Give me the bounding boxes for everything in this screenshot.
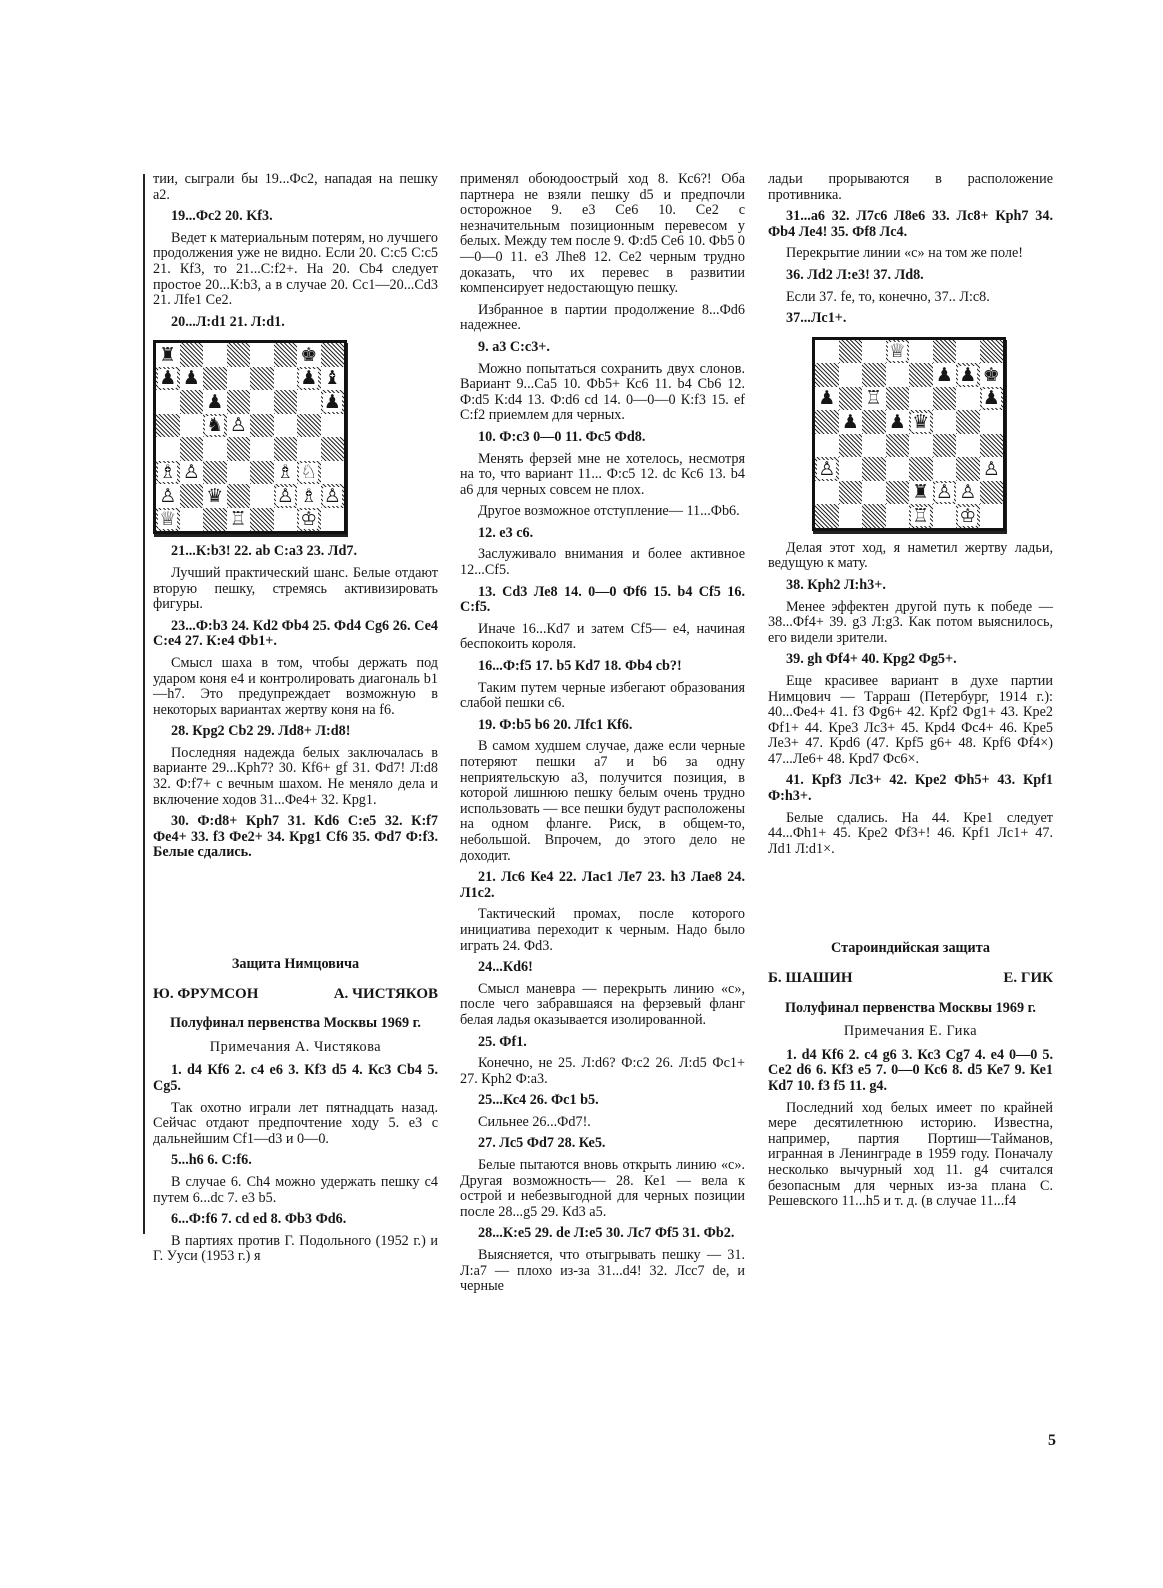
black-pawn-icon: ♟ [935, 363, 953, 386]
board-square [815, 340, 839, 364]
white-pawn-icon: ♙ [229, 414, 247, 437]
board-square [227, 437, 251, 461]
white-rook-icon: ♖ [229, 508, 247, 531]
move-line: 5...h6 6. С:f6. [171, 1152, 252, 1169]
board-square [909, 363, 933, 387]
move-line: 1. d4 Кf6 2. с4 g6 3. Кс3 Сg7 4. е4 0—0 5. Се2 d6 6. Кf3 е5 7. 0—0 Кс6 8. d5 Ке7 9. Ке1 Кd7 10. f3 f5 11. g4. [768, 1046, 1053, 1094]
annotator: Примечания А. Чистякова [209, 1038, 382, 1055]
black-rook-icon: ♜ [159, 343, 177, 366]
board-square [227, 508, 251, 532]
white-pawn-icon: ♙ [959, 481, 977, 503]
board-square [250, 390, 274, 414]
annotator: Примечания Е. Гика [843, 1023, 978, 1040]
text-paragraph: Сильнее 26...Фd7!. [478, 1113, 591, 1130]
board-square [980, 387, 1004, 411]
board-square [886, 481, 910, 505]
board-square [886, 434, 910, 458]
board-square [227, 390, 251, 414]
white-player: Б. ШАШИН [768, 970, 853, 987]
text-paragraph: Иначе 16...Кd7 и затем Сf5— е4, начиная беспокоить короля. [460, 620, 745, 653]
move-line: 13. Сd3 Ле8 14. 0—0 Фf6 15. b4 Сf5 16. С:f5. [460, 583, 745, 616]
text-paragraph: Белые сдались. На 44. Кре1 следует 44...Фh1+ 45. Кре2 Фf3+! 46. Кpf1 Лс1+ 47. Лd1 Л:d1×. [768, 809, 1053, 857]
move-line: 27. Лс5 Фd7 28. Ке5. [478, 1135, 606, 1152]
text-paragraph: применял обоюдоострый ход 8. Кс6?! Оба партнера не взяли пешку d5 и предпочли осторожное 9. е3 Се6 10. Се2 с незначительным позиционным перевесом у белых. Между тем после 9. Ф:d5 Се6 10. Фb5 0—0—0 11. е3 Лhe8 12. Се2 черным трудно доказать, что их перевес в развитии компенсирует недостающую пешку. [460, 171, 745, 297]
move-line: 41. Кpf3 Лс3+ 42. Кре2 Фh5+ 43. Кpf1 Ф:h3+. [768, 772, 1053, 805]
board-square [933, 504, 957, 528]
black-pawn-icon: ♟ [982, 387, 1000, 409]
board-square [862, 434, 886, 458]
white-king-icon: ♔ [300, 508, 318, 531]
white-player: Ю. ФРУМСОН [153, 985, 259, 1002]
board-square [250, 508, 274, 532]
board-square [227, 343, 251, 367]
board-square [274, 414, 298, 438]
board-square [862, 410, 886, 434]
text-paragraph: Последняя надежда белых заключалась в варианте 29...Кph7? 30. Кf6+ gf 31. Фd7! Л:d8 32. Ф:f7+ с вечным шахом. Не меняло дела и включение ходов 31...Фе4+ 32. Кpg1. [153, 744, 438, 808]
board-square [933, 434, 957, 458]
text-paragraph: Делая этот ход, я наметил жертву ладьи, ведущую к мату. [768, 539, 1053, 572]
board-square [250, 437, 274, 461]
move-line: 39. gh Фf4+ 40. Кpg2 Фg5+. [786, 651, 957, 668]
board-square [203, 461, 227, 485]
board-square [933, 363, 957, 387]
text-paragraph: Конечно, не 25. Л:d6? Ф:с2 26. Л:d5 Фс1+ 27. Кph2 Ф:а3. [460, 1055, 745, 1087]
board-square [156, 461, 180, 485]
board-square [250, 414, 274, 438]
board-square [321, 390, 345, 414]
black-queen-icon: ♛ [912, 410, 930, 433]
board-square [956, 340, 980, 364]
board-square [321, 508, 345, 532]
board-square [203, 390, 227, 414]
board-square [909, 457, 933, 481]
board-square [980, 363, 1004, 387]
game-opening-title: Староиндийская защита [831, 940, 990, 957]
board-square [933, 387, 957, 411]
text-paragraph: В партиях против Г. Подольного (1952 г.) и Г. Ууси (1953 г.) я [153, 1232, 438, 1265]
white-knight-icon: ♘ [300, 461, 318, 484]
board-square [227, 484, 251, 508]
board-square [297, 414, 321, 438]
board-square [156, 437, 180, 461]
board-square [956, 481, 980, 505]
white-bishop-icon: ♗ [300, 484, 318, 507]
board-square [297, 390, 321, 414]
white-pawn-icon: ♙ [818, 457, 836, 480]
board-square [180, 484, 204, 508]
board-square [180, 367, 204, 391]
board-square [321, 367, 345, 391]
text-paragraph: Избранное в партии продолжение 8...Фd6 надежнее. [460, 301, 745, 334]
move-line: 9. а3 С:с3+. [478, 338, 550, 355]
board-square [980, 504, 1004, 528]
board-square [203, 343, 227, 367]
text-paragraph: Ведет к материальным потерям, но лучшего продолжения уже не видно. Если 20. С:с5 С:с5 21. Кf3, то 21...С:f2+. На 20. Сb4 следует простое 20...К:b3, а в случае 20. Сс1—20...Сd3 21. Лfe1 Се2. [153, 229, 438, 309]
white-rook-icon: ♖ [912, 504, 930, 527]
text-paragraph: Последний ход белых имеет по крайней мере десятилетнюю историю. Известна, например, партия Портиш—Тайманов, игранная в Ленинграде в 1959 году. Поначалу несколько вычурный ход 11. g4 считался безопасным для черных из-за плана С. Решевского 11...h5 и т. д. (в случае 11...f4 [768, 1099, 1053, 1210]
move-line: 25. Фf1. [478, 1033, 527, 1050]
board-square [156, 343, 180, 367]
move-line: 16...Ф:f5 17. b5 Кd7 18. Фb4 cb?! [478, 658, 682, 675]
text-paragraph: Еще красивее вариант в духе партии Нимцович — Тарраш (Петербург, 1914 г.): 40...Фе4+ 41. f3 Фg6+ 42. Кpf2 Фg1+ 43. Кре2 Фf1+ 44. Кре3 Лс3+ 45. Кpd4 Фс4+ 46. Кре5 Ле3+ 47. Кpd6 (47. Кpf5 g6+ 48. Кpf6 Фf4×) 47...Ле6+ 48. Кpd7 Фс6×. [768, 672, 1053, 767]
text-paragraph: Выясняется, что отыгрывать пешку — 31. Л:а7 — плохо из-за 31...d4! 32. Лсс7 de, и черные [460, 1247, 745, 1295]
board-square [862, 363, 886, 387]
text-paragraph: Заслуживало внимания и более активное 12...Сf5. [460, 546, 745, 579]
board-square [933, 410, 957, 434]
board-square [321, 461, 345, 485]
black-pawn-icon: ♟ [818, 387, 836, 409]
text-paragraph: Смысл маневра — перекрыть линию «с», после чего забравшаяся на ферзевый фланг белая ладья оказывается изолированной. [460, 980, 745, 1028]
board-square [909, 481, 933, 505]
board-square [980, 481, 1004, 505]
board-square [274, 461, 298, 485]
board-square [839, 481, 863, 505]
board-square [909, 410, 933, 434]
text-paragraph: Так охотно играли лет пятнадцать назад. Сейчас отдают предпочтение ходу 5. е3 с дальнейшим Сf1—d3 и 0—0. [153, 1099, 438, 1147]
move-line: 30. Ф:d8+ Кph7 31. Кd6 С:е5 32. К:f7 Фе4+ 33. f3 Фе2+ 34. Кpg1 Сf6 35. Фd7 Ф:f3. Белые сдались. [153, 813, 438, 861]
black-bishop-icon: ♝ [323, 367, 341, 390]
board-square [180, 461, 204, 485]
chess-diagram-2 [812, 337, 1006, 531]
white-pawn-icon: ♙ [182, 461, 200, 484]
board-square [956, 410, 980, 434]
board-square [886, 457, 910, 481]
board-square [980, 340, 1004, 364]
game-event: Полуфинал первенства Москвы 1969 г. [170, 1015, 421, 1032]
board-square [933, 481, 957, 505]
board-square [180, 343, 204, 367]
white-rook-icon: ♖ [865, 387, 883, 409]
board-square [933, 457, 957, 481]
board-square [862, 457, 886, 481]
board-square [274, 437, 298, 461]
board-square [839, 410, 863, 434]
board-square [156, 484, 180, 508]
game-event: Полуфинал первенства Москвы 1969 г. [785, 999, 1036, 1016]
board-square [321, 414, 345, 438]
black-pawn-icon: ♟ [159, 367, 177, 390]
page-number: 5 [1048, 1432, 1056, 1449]
move-line: 28...К:е5 29. de Л:е5 30. Лс7 Фf5 31. Фb2. [478, 1225, 735, 1242]
black-pawn-icon: ♟ [323, 390, 341, 413]
board-square [886, 504, 910, 528]
text-paragraph: Лучший практический шанс. Белые отдают вторую пешку, стремясь активизировать фигуры. [153, 564, 438, 613]
black-player: А. ЧИСТЯКОВ [333, 985, 438, 1002]
board-square [156, 508, 180, 532]
board-square [862, 340, 886, 364]
black-pawn-icon: ♟ [841, 410, 859, 433]
board-square [274, 367, 298, 391]
chess-diagram-1 [153, 340, 347, 534]
black-king-icon: ♚ [982, 363, 1000, 386]
board-square [862, 504, 886, 528]
board-square [862, 481, 886, 505]
board-square [156, 390, 180, 414]
board-square [321, 484, 345, 508]
board-square [203, 484, 227, 508]
board-square [227, 461, 251, 485]
black-pawn-icon: ♟ [300, 367, 318, 390]
board-square [909, 504, 933, 528]
white-bishop-icon: ♗ [159, 461, 177, 484]
board-square [297, 461, 321, 485]
board-square [227, 414, 251, 438]
board-square [839, 340, 863, 364]
black-player: Е. ГИК [1003, 970, 1053, 987]
white-queen-icon: ♕ [159, 508, 177, 531]
board-square [203, 508, 227, 532]
board-square [250, 367, 274, 391]
board-square [297, 343, 321, 367]
board-square [250, 461, 274, 485]
board-square [980, 457, 1004, 481]
white-pawn-icon: ♙ [276, 484, 294, 507]
text-paragraph: Если 37. fe, то, конечно, 37.. Л:с8. [786, 288, 990, 305]
text-paragraph: ладьи прорываются в расположение противника. [768, 171, 1053, 203]
move-line: 1. d4 Кf6 2. с4 е6 3. Кf3 d5 4. Кс3 Сb4 5. Сg5. [153, 1062, 438, 1094]
board-square [886, 340, 910, 364]
text-paragraph: Таким путем черные избегают образования слабой пешки с6. [460, 679, 745, 712]
move-line: 6...Ф:f6 7. cd ed 8. Фb3 Фd6. [171, 1211, 347, 1228]
board-square [274, 484, 298, 508]
board-square [956, 434, 980, 458]
game-opening-title: Защита Нимцовича [231, 956, 360, 973]
board-square [180, 508, 204, 532]
board-square [156, 414, 180, 438]
black-king-icon: ♚ [300, 343, 318, 366]
white-pawn-icon: ♙ [159, 484, 177, 507]
text-paragraph: Другое возможное отступление— 11...Фb6. [478, 503, 740, 520]
move-line: 10. Ф:с3 0—0 11. Фс5 Фd8. [478, 428, 646, 445]
column-3 [768, 172, 1053, 1216]
board-square [203, 437, 227, 461]
white-pawn-icon: ♙ [935, 481, 953, 503]
white-pawn-icon: ♙ [323, 484, 341, 507]
text-paragraph: В самом худшем случае, даже если черные потеряют пешки а7 и b6 за одну неприятельскую а3, получится позиция, в которой лишнюю пешку белым очень трудно использовать — все пешки будут расположены на одном фланге. Риск, в общем-то, небольшой. Впрочем, до этого дело не доходит. [460, 738, 745, 864]
move-line: 24...Кd6! [478, 959, 533, 976]
board-square [815, 410, 839, 434]
move-line: 37...Лс1+. [786, 310, 847, 327]
board-square [180, 390, 204, 414]
board-square [180, 414, 204, 438]
board-square [909, 387, 933, 411]
board-square [227, 367, 251, 391]
board-square [886, 410, 910, 434]
black-rook-icon: ♜ [912, 481, 930, 503]
board-square [909, 434, 933, 458]
black-pawn-icon: ♟ [182, 367, 200, 390]
move-line: 19...Фс2 20. Kf3. [171, 208, 273, 225]
move-line: 19. Ф:b5 b6 20. Лfc1 Кf6. [478, 716, 633, 733]
board-square [203, 414, 227, 438]
text-paragraph: В случае 6. Сh4 можно удержать пешку с4 путем 6...dc 7. е3 b5. [153, 1173, 438, 1206]
board-square [815, 481, 839, 505]
board-square [886, 387, 910, 411]
white-pawn-icon: ♙ [982, 457, 1000, 480]
text-paragraph: Белые пытаются вновь открыть линию «с». Другая возможность— 28. Ке1 — вела к острой и небезвыгодной для черных позиции после 28...g5 29. Кd3 а5. [460, 1157, 745, 1220]
black-pawn-icon: ♟ [959, 363, 977, 386]
board-square [980, 410, 1004, 434]
board-square [956, 457, 980, 481]
move-line: 31...а6 32. Л7с6 Л8е6 33. Лс8+ Кph7 34. Фb4 Ле4! 35. Фf8 Лс4. [768, 208, 1053, 240]
move-line: 21. Лс6 Ке4 22. Лас1 Ле7 23. h3 Лае8 24. Л1с2. [460, 869, 745, 901]
board-square [180, 437, 204, 461]
board-square [862, 387, 886, 411]
board-square [839, 363, 863, 387]
board-square [839, 387, 863, 411]
text-paragraph: Перекрытие линии «с» на том же поле! [786, 245, 1023, 262]
move-line: 38. Кph2 Л:h3+. [786, 576, 886, 593]
white-queen-icon: ♕ [888, 340, 906, 362]
column-1 [153, 172, 438, 1271]
move-line: 36. Лd2 Л:е3! 37. Лd8. [786, 266, 924, 283]
board-square [274, 343, 298, 367]
text-paragraph: Менять ферзей мне не хотелось, несмотря на то, что вариант 11... Ф:с5 12. dc Кс6 13. b4 а6 для черных совсем не плох. [460, 450, 745, 498]
board-square [156, 367, 180, 391]
board-square [956, 387, 980, 411]
board-square [956, 363, 980, 387]
board-square [203, 367, 227, 391]
board-square [839, 434, 863, 458]
board-square [839, 504, 863, 528]
board-square [815, 363, 839, 387]
column-rule [143, 174, 145, 1234]
move-line: 25...Кс4 26. Фс1 b5. [478, 1092, 599, 1109]
board-square [250, 343, 274, 367]
board-square [321, 343, 345, 367]
board-square [956, 504, 980, 528]
text-paragraph: Смысл шаха в том, чтобы держать под ударом коня е4 и контролировать диагональ b1—h7. Это предупреждает возможную в некоторых вариантах жертву коня на f6. [153, 654, 438, 718]
board-square [274, 508, 298, 532]
column-2 [460, 172, 745, 1301]
board-square [250, 484, 274, 508]
white-king-icon: ♔ [959, 504, 977, 527]
black-pawn-icon: ♟ [888, 410, 906, 433]
board-square [321, 437, 345, 461]
board-square [839, 457, 863, 481]
game-players [768, 971, 1053, 987]
board-square [297, 508, 321, 532]
black-pawn-icon: ♟ [206, 390, 224, 413]
white-bishop-icon: ♗ [276, 461, 294, 484]
board-square [886, 363, 910, 387]
text-paragraph: Тактический промах, после которого инициатива переходит к черным. Надо было играть 24. Фd3. [460, 906, 745, 954]
board-square [815, 457, 839, 481]
board-square [297, 484, 321, 508]
board-square [980, 434, 1004, 458]
move-line: 20...Л:d1 21. Л:d1. [171, 313, 285, 330]
move-line: 28. Кpg2 Сb2 29. Лd8+ Л:d8! [171, 723, 351, 740]
board-square [815, 387, 839, 411]
board-square [297, 367, 321, 391]
text-paragraph: Можно попытаться сохранить двух слонов. Вариант 9...Са5 10. Фb5+ Кс6 11. b4 Сb6 12. Ф:d5 К:d4 13. Ф:d6 cd 14. 0—0—0 К:f3 15. ef С:f2 приемлем для черных. [460, 360, 745, 424]
board-square [909, 340, 933, 364]
black-knight-icon: ♞ [206, 414, 224, 437]
board-square [815, 504, 839, 528]
text-paragraph: Менее эффектен другой путь к победе — 38...Фf4+ 39. g3 Л:g3. Как потом выяснилось, его видели зрители. [768, 598, 1053, 646]
move-line: 12. е3 с6. [478, 524, 534, 541]
board-square [297, 437, 321, 461]
move-line: 23...Ф:b3 24. Кd2 Фb4 25. Фd4 Сg6 26. Се4 С:е4 27. К:е4 Фb1+. [153, 617, 438, 650]
board-square [815, 434, 839, 458]
text-paragraph: тии, сыграли бы 19...Фс2, нападая на пешку а2. [153, 171, 438, 203]
board-square [933, 340, 957, 364]
move-line: 21...К:b3! 22. ab С:а3 23. Лd7. [171, 543, 357, 560]
game-players [153, 987, 438, 1003]
board-square [274, 390, 298, 414]
black-queen-icon: ♛ [206, 484, 224, 507]
